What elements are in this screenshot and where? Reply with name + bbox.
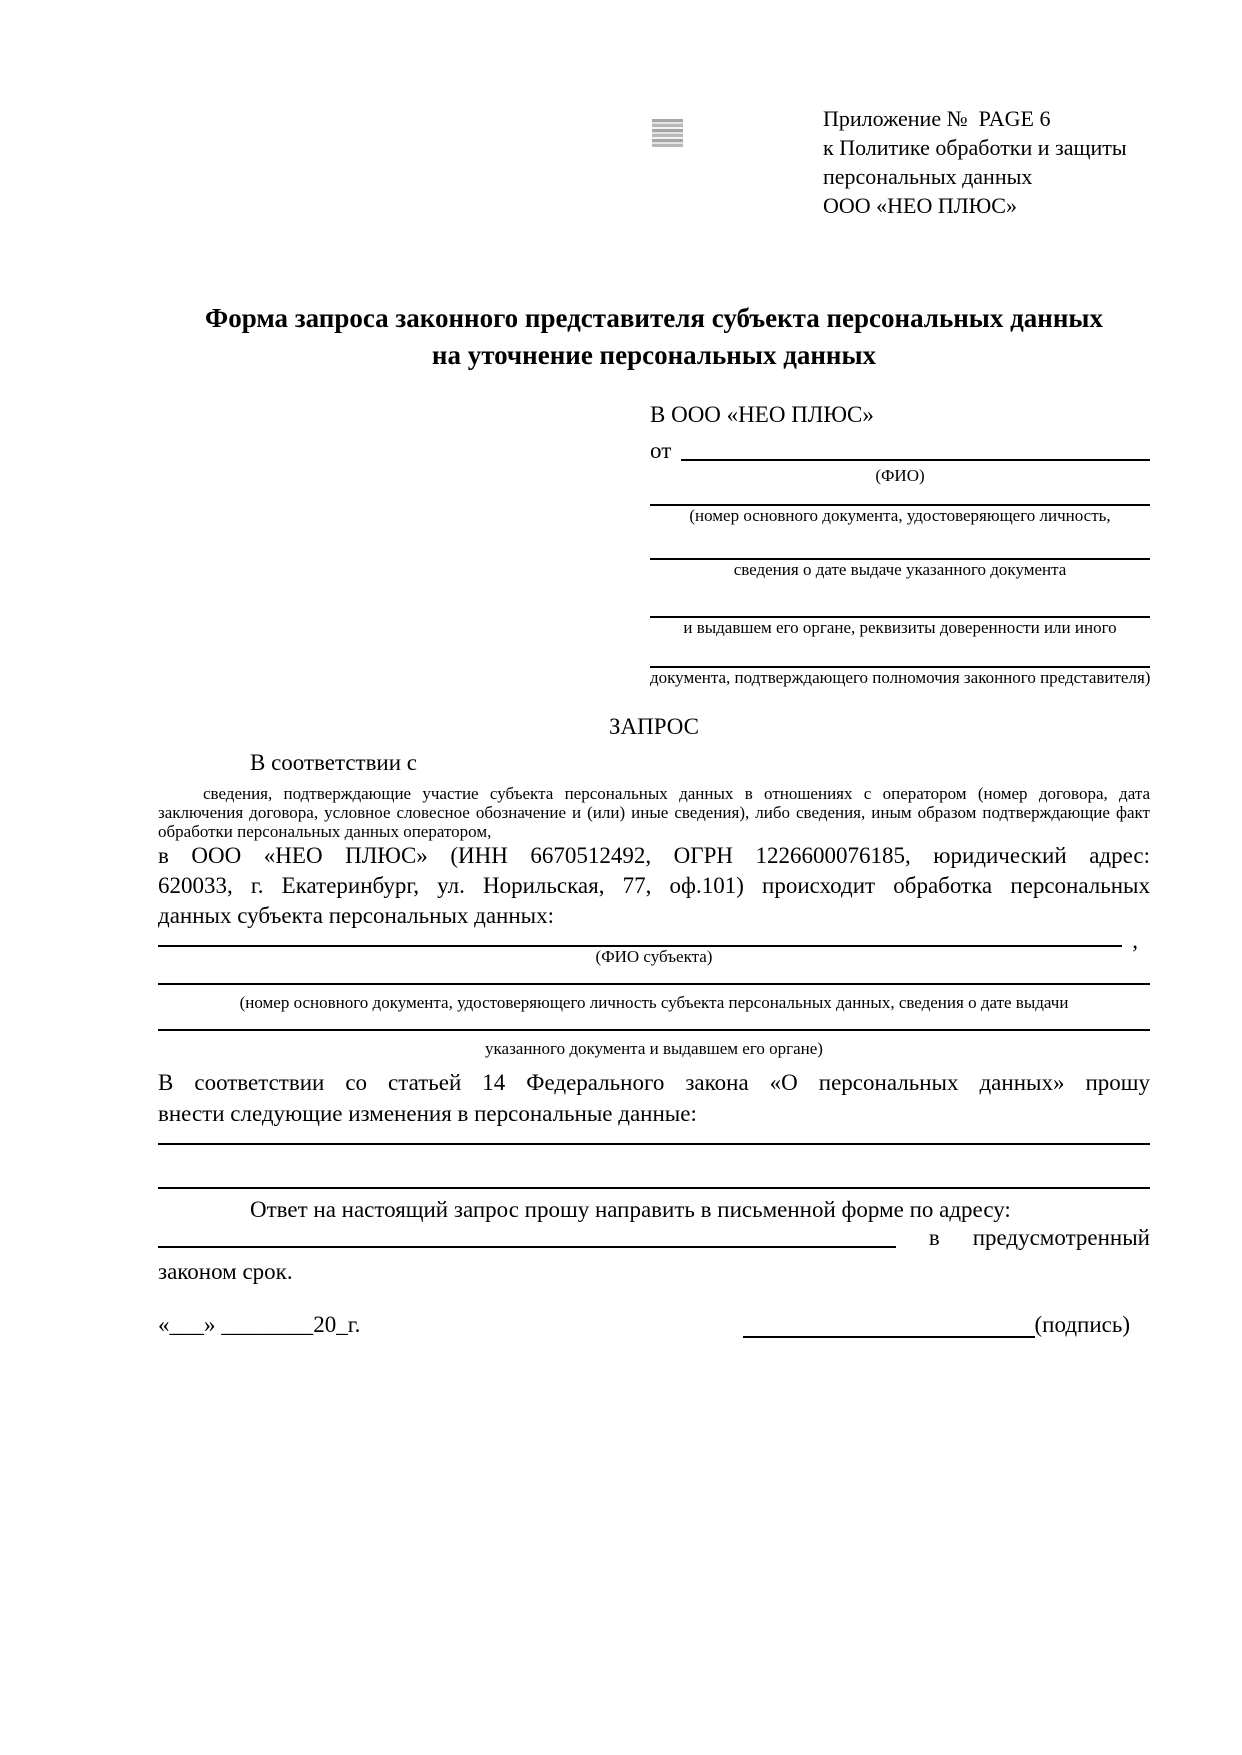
issuing-authority-caption: и выдавшем его органе, реквизиты доверенности или иного bbox=[683, 618, 1117, 637]
appendix-header bbox=[823, 104, 1127, 220]
operator-line2: 620033, г. Екатеринбург, ул. Норильская, 77, оф.101) происходит обработка персональных bbox=[158, 873, 1150, 898]
policy-reference-line: к Политике обработки и защиты bbox=[823, 135, 1127, 160]
fio-caption: (ФИО) bbox=[875, 466, 925, 485]
document-number-caption: (номер основного документа, удостоверяющего личность, bbox=[689, 506, 1111, 525]
subject-fio-comma: , bbox=[1132, 928, 1138, 953]
addressee-to: В ООО «НЕО ПЛЮС» bbox=[650, 402, 874, 427]
authority-document-caption: документа, подтверждающего полномочия законного представителя) bbox=[650, 668, 1151, 687]
reply-address-blank-line[interactable] bbox=[158, 1225, 896, 1248]
article-paragraph bbox=[158, 1067, 1150, 1129]
footnote-line2: заключения договора, условное словесное обозначение и (или) иные сведения), либо сведения, иным образом подтверждающие факт bbox=[158, 803, 1150, 822]
blurred-stamp-icon bbox=[652, 119, 683, 147]
request-heading: ЗАПРОС bbox=[608, 714, 700, 739]
company-name-line: ООО «НЕО ПЛЮС» bbox=[823, 193, 1017, 218]
article-line1: В соответствии со статьей 14 Федерального закона «О персональных данных» прошу bbox=[158, 1070, 1150, 1095]
reply-tail-sentence: законом срок. bbox=[158, 1259, 293, 1284]
subject-document-caption: (номер основного документа, удостоверяющего личность субъекта персональных данных, сведения о дате выдачи bbox=[239, 993, 1069, 1012]
subject-fio-blank-line[interactable] bbox=[158, 945, 1122, 947]
reply-intro-sentence: Ответ на настоящий запрос прошу направить в письменной форме по адресу: bbox=[250, 1197, 1011, 1222]
footnote-line3: обработки персональных данных оператором, bbox=[158, 822, 492, 841]
representative-document-blank-line[interactable] bbox=[650, 488, 1150, 506]
changes-blank-line-2[interactable] bbox=[158, 1171, 1150, 1189]
form-title bbox=[158, 300, 1150, 374]
document-date-caption: сведения о дате выдаче указанного документа bbox=[733, 560, 1067, 579]
subject-fio-field-row bbox=[158, 928, 1150, 953]
signature-group bbox=[743, 1312, 1130, 1342]
document-date-blank-line[interactable] bbox=[650, 542, 1150, 560]
date-blank-field[interactable]: «___» ________20_г. bbox=[158, 1312, 361, 1337]
operator-line1: в ООО «НЕО ПЛЮС» (ИНН 6670512492, ОГРН 1226600076185, юридический адрес: bbox=[158, 843, 1150, 868]
authority-document-blank-line[interactable] bbox=[650, 650, 1150, 668]
subject-document-blank-line[interactable] bbox=[158, 967, 1150, 985]
signature-blank-line[interactable] bbox=[743, 1312, 1035, 1338]
policy-reference-line2: персональных данных bbox=[823, 164, 1033, 189]
operator-paragraph bbox=[158, 841, 1150, 931]
accordance-label: В соответствии с bbox=[250, 750, 418, 775]
from-label: от bbox=[650, 438, 672, 463]
article-line2: внести следующие изменения в персональные данные: bbox=[158, 1101, 697, 1126]
request-body bbox=[158, 712, 1150, 1287]
operator-line3: данных субъекта персональных данных: bbox=[158, 903, 555, 928]
form-title-line1: Форма запроса законного представителя субъекта персональных данных bbox=[205, 303, 1103, 333]
accordance-field-row bbox=[158, 750, 1150, 782]
issuing-authority-blank-line[interactable] bbox=[650, 600, 1150, 618]
changes-blank-line-1[interactable] bbox=[158, 1129, 1150, 1145]
addressee-block bbox=[650, 402, 1150, 688]
appendix-number-line: Приложение № PAGE 6 bbox=[823, 106, 1051, 131]
reply-address-row bbox=[158, 1225, 1150, 1251]
signature-caption: (подпись) bbox=[1034, 1312, 1130, 1337]
footnote-paragraph bbox=[158, 784, 1150, 841]
from-field-row bbox=[650, 438, 1150, 466]
reply-word-term: предусмотренный bbox=[972, 1225, 1150, 1250]
subject-authority-caption: указанного документа и выдавшем его органе) bbox=[485, 1039, 823, 1058]
subject-authority-blank-line[interactable] bbox=[158, 1013, 1150, 1031]
date-signature-row bbox=[158, 1312, 1150, 1342]
subject-fio-caption: (ФИО субъекта) bbox=[595, 947, 713, 966]
reply-word-v: в bbox=[928, 1225, 940, 1250]
form-title-line2: на уточнение персональных данных bbox=[431, 340, 877, 370]
representative-name-blank-line[interactable] bbox=[681, 438, 1150, 461]
footnote-line1: сведения, подтверждающие участие субъекта персональных данных в отношениях с оператором (номер договора, дата bbox=[203, 784, 1150, 803]
